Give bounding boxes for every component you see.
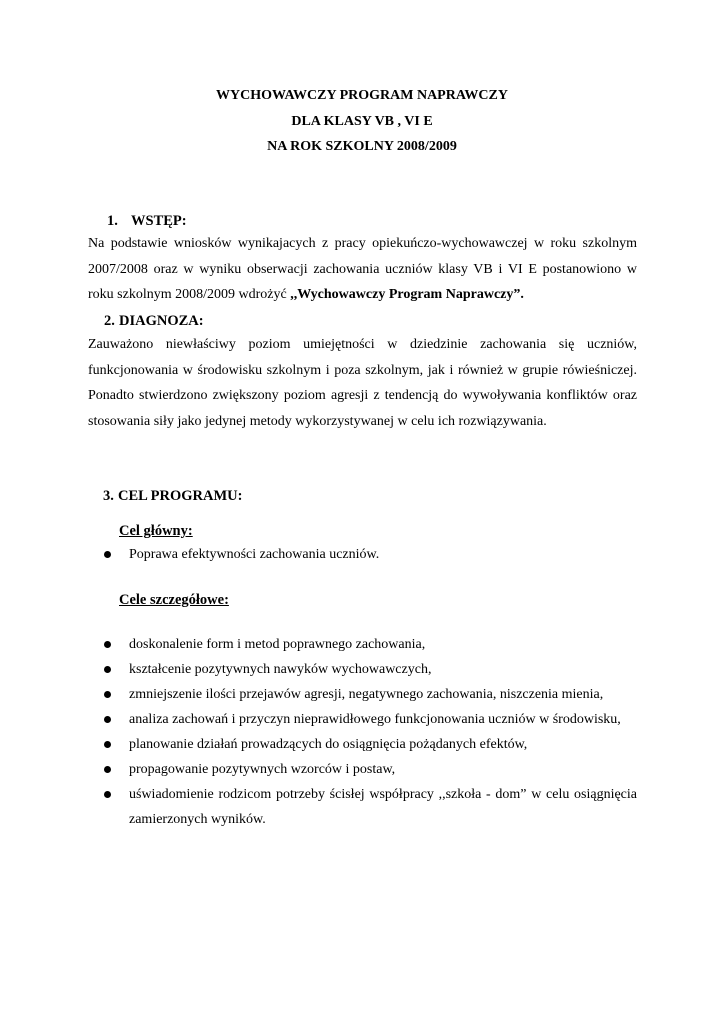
list-item-text: analiza zachowań i przyczyn nieprawidłowego funkcjonowania uczniów w środowisku, bbox=[129, 712, 621, 727]
section-1-number: 1. bbox=[107, 213, 118, 229]
list-item-text: doskonalenie form i metod poprawnego zachowania, bbox=[129, 637, 426, 652]
bullet-icon bbox=[104, 766, 111, 773]
section-2-title: DIAGNOZA: bbox=[119, 313, 204, 329]
bullet-icon bbox=[104, 741, 111, 748]
bullet-icon bbox=[104, 716, 111, 723]
bullet-icon bbox=[104, 791, 111, 798]
list-item-text: uświadomienie rodzicom potrzeby ścisłej współpracy ,,szkoła - dom” w celu osiągnięcia zamierzonych wyników. bbox=[129, 787, 637, 827]
list-item bbox=[100, 757, 637, 782]
section-1-title: WSTĘP: bbox=[131, 213, 187, 229]
bullet-icon bbox=[104, 641, 111, 648]
list-item-text: propagowanie pozytywnych wzorców i postaw, bbox=[129, 762, 396, 777]
main-goal-label: Cel główny: bbox=[119, 523, 193, 539]
detailed-goals-list bbox=[100, 632, 637, 832]
list-item-text: zmniejszenie ilości przejawów agresji, negatywnego zachowania, niszczenia mienia, bbox=[129, 687, 604, 702]
section-3-heading bbox=[103, 488, 242, 504]
list-item bbox=[100, 657, 637, 682]
bullet-icon bbox=[104, 666, 111, 673]
list-item bbox=[100, 632, 637, 657]
list-item-text: Poprawa efektywności zachowania uczniów. bbox=[129, 547, 380, 562]
list-item-text: kształcenie pozytywnych nawyków wychowawczych, bbox=[129, 662, 432, 677]
detailed-goals-label: Cele szczegółowe: bbox=[119, 592, 229, 608]
section-3-number: 3. bbox=[103, 488, 114, 504]
section-1-paragraph bbox=[88, 231, 637, 308]
list-item bbox=[100, 707, 637, 732]
document-title-line-1: WYCHOWAWCZY PROGRAM NAPRAWCZY bbox=[216, 88, 508, 103]
section-3-title: CEL PROGRAMU: bbox=[118, 488, 243, 504]
list-item bbox=[100, 682, 637, 707]
bullet-icon bbox=[104, 551, 111, 558]
section-1-text: Na podstawie wniosków wynikajacych z pracy opiekuńczo-wychowawczej w roku szkolnym 2007/2008 oraz w wyniku obserwacji zachowania uczniów klasy VB i VI E postanowiono w roku szkolnym 2008/2009 wdrożyć bbox=[88, 236, 637, 302]
document-title-line-3: NA ROK SZKOLNY 2008/2009 bbox=[267, 139, 457, 154]
list-item bbox=[100, 542, 637, 567]
section-2-paragraph: Zauważono niewłaściwy poziom umiejętności w dziedzinie zachowania się uczniów, funkcjonowania w środowisku szkolnym i poza szkolnym, jak i również w grupie rówieśniczej. Ponadto stwierdzono zwiększony poziom agresji z tendencją do wywoływania konfliktów oraz stosowania siły jako jedynej metody wykorzystywanej w celu ich rozwiązywania. bbox=[88, 337, 637, 429]
list-item bbox=[100, 782, 637, 832]
list-item bbox=[100, 732, 637, 757]
document-title-line-2: DLA KLASY VB , VI E bbox=[291, 114, 433, 129]
list-item-text: planowanie działań prowadzących do osiągnięcia pożądanych efektów, bbox=[129, 737, 528, 752]
main-goal-list bbox=[100, 542, 637, 567]
section-2-number: 2. bbox=[104, 313, 115, 329]
bullet-icon bbox=[104, 691, 111, 698]
section-1-heading bbox=[107, 213, 187, 229]
section-2-heading bbox=[104, 313, 204, 329]
program-name: ,,Wychowawczy Program Naprawczy”. bbox=[290, 287, 524, 302]
